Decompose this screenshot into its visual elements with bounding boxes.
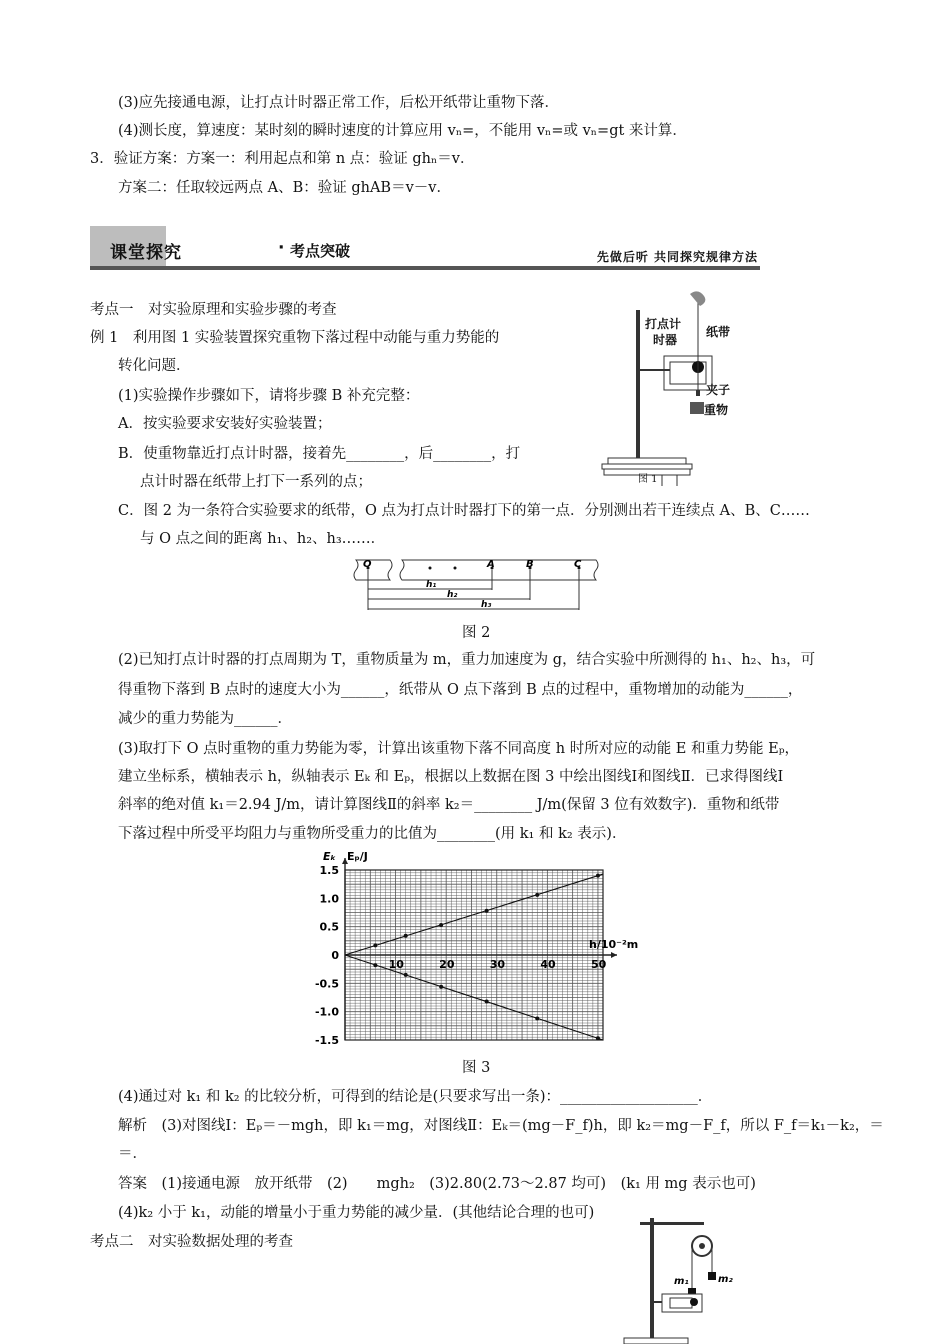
y-tick-label: -1.5 bbox=[314, 1034, 339, 1047]
data-point bbox=[439, 985, 443, 989]
x-axis-arrow bbox=[611, 952, 617, 958]
section-title: 考点一 对实验原理和实验步骤的考查 bbox=[90, 302, 337, 318]
text-line: 转化问题． bbox=[118, 358, 191, 374]
label-m2: m₂ bbox=[718, 1274, 733, 1285]
data-point bbox=[404, 934, 408, 938]
chart-ylabel-ek: Eₖ bbox=[323, 850, 336, 863]
data-point bbox=[535, 893, 539, 897]
data-point bbox=[485, 999, 489, 1003]
banner-subtitle: 考点突破 bbox=[290, 242, 351, 260]
data-point bbox=[596, 1036, 600, 1040]
y-tick-label: 0 bbox=[331, 949, 339, 962]
data-point bbox=[535, 1016, 539, 1020]
text-line: 例 1 利用图 1 实验装置探究重物下落过程中动能与重力势能的 bbox=[90, 330, 500, 346]
x-tick-label: 50 bbox=[590, 958, 607, 971]
label-timer: 打点计 bbox=[645, 317, 682, 331]
text-line: (3)取打下 O 点时重物的重力势能为零，计算出该重物下落不同高度 h 时所对应的动能 E 和重力势能 Eₚ， bbox=[118, 741, 799, 757]
data-point bbox=[404, 973, 408, 977]
x-tick-label: 40 bbox=[540, 958, 556, 971]
tape-point-O: O bbox=[363, 559, 372, 570]
text-line: (2)已知打点计时器的打点周期为 T，重物质量为 m，重力加速度为 g，结合实验中所测得的 h₁、h₂、h₃，可 bbox=[118, 652, 816, 668]
x-tick-label: 30 bbox=[489, 958, 506, 971]
x-tick-label: 20 bbox=[439, 958, 455, 971]
banner-rule bbox=[90, 266, 760, 270]
chart-ylabel-ep: Eₚ/J bbox=[347, 850, 368, 863]
figure-4-apparatus bbox=[610, 1210, 733, 1344]
answer-line: 答案 (1)接通电源 放开纸带 (2) mgh₂ (3)2.80(2.73～2.87 均可) (k₁ 用 mg 表示也可) bbox=[118, 1176, 756, 1192]
series-line-1 bbox=[345, 874, 603, 955]
y-tick-label: 1.0 bbox=[319, 892, 339, 906]
data-point bbox=[373, 943, 377, 947]
data-point bbox=[596, 874, 600, 878]
data-point bbox=[439, 923, 443, 927]
text-line: 与 O 点之间的距离 h₁、h₂、h₃……． bbox=[140, 531, 386, 547]
tape-h1: h₁ bbox=[426, 580, 437, 590]
banner-dot: · bbox=[278, 238, 286, 258]
text-line: (3)应先接通电源，让打点计时器正常工作，后松开纸带让重物下落． bbox=[118, 95, 560, 111]
figure-2-caption: 图 2 bbox=[462, 625, 491, 641]
chart-axes bbox=[342, 858, 617, 1040]
banner-title: 课堂探究 bbox=[110, 243, 182, 263]
answer-line: (4)k₂ 小于 k₁，动能的增量小于重力势能的减少量．(其他结论合理的也可) bbox=[118, 1205, 595, 1221]
text-line: (4)通过对 k₁ 和 k₂ 的比较分析，可得到的结论是(只要求写出一条)：___________________． bbox=[118, 1089, 713, 1105]
y-tick-label: 0.5 bbox=[319, 920, 339, 934]
text-line: 下落过程中所受平均阻力与重物所受重力的比值为________(用 k₁ 和 k₂ 表示)． bbox=[118, 826, 627, 842]
label-weight: 重物 bbox=[704, 403, 729, 417]
analysis-line: 解析 (3)对图线Ⅰ：Eₚ＝－mgh，即 k₁＝mg，对图线Ⅱ：Eₖ＝(mg－F_f)h，即 k₂＝mg－F_f，所以 F_f＝k₁－k₂，＝ bbox=[118, 1118, 884, 1134]
text-line: 斜率的绝对值 k₁＝2.94 J/m，请计算图线Ⅱ的斜率 k₂＝________ J/m(保留 3 位有效数字)．重物和纸带 bbox=[118, 797, 780, 813]
tape-h2: h₂ bbox=[447, 590, 458, 600]
figure-1-caption: 图 1 bbox=[638, 474, 658, 485]
tape-point-B: B bbox=[526, 559, 534, 570]
text-line: B．使重物靠近打点计时器，接着先________，后________，打 bbox=[118, 446, 521, 462]
label-tape: 纸带 bbox=[706, 325, 731, 339]
section-title: 考点二 对实验数据处理的考查 bbox=[90, 1234, 293, 1250]
label-clip: 夹子 bbox=[706, 383, 731, 397]
data-point bbox=[485, 909, 489, 913]
analysis-line: ＝． bbox=[118, 1146, 147, 1162]
y-tick-label: -1.0 bbox=[314, 1005, 339, 1019]
text-line: A．按实验要求安装好实验装置； bbox=[118, 416, 332, 432]
data-point bbox=[373, 963, 377, 967]
label-timer-2: 时器 bbox=[653, 333, 678, 347]
figure-3-chart bbox=[305, 848, 645, 1048]
text-line: 得重物下落到 B 点时的速度大小为______，纸带从 O 点下落到 B 点的过程中，重物增加的动能为______， bbox=[118, 682, 803, 698]
figure-2-tape bbox=[350, 556, 602, 612]
banner-right-text: 先做后听 共同探究规律方法 bbox=[596, 250, 758, 264]
text-line: C．图 2 为一条符合实验要求的纸带，O 点为打点计时器打下的第一点．分别测出若干连续点 A、B、C…… bbox=[118, 503, 810, 519]
label-m1: m₁ bbox=[674, 1276, 689, 1287]
figure-3-caption: 图 3 bbox=[462, 1060, 491, 1076]
text-line: (4)测长度，算速度：某时刻的瞬时速度的计算应用 vₙ=，不能用 vₙ=或 vₙ=gt 来计算． bbox=[118, 123, 687, 139]
section-banner bbox=[90, 226, 760, 272]
tape-point-C: C bbox=[574, 559, 582, 570]
text-line: 建立坐标系，横轴表示 h，纵轴表示 Eₖ 和 Eₚ，根据以上数据在图 3 中绘出图线Ⅰ和图线Ⅱ．已求得图线Ⅰ bbox=[118, 769, 784, 785]
tape-point-A: A bbox=[487, 559, 495, 570]
y-tick-label: 1.5 bbox=[319, 864, 339, 877]
text-line: 点计时器在纸带上打下一系列的点； bbox=[140, 474, 372, 490]
text-line: 3．验证方案：方案一：利用起点和第 n 点：验证 ghₙ＝v． bbox=[90, 151, 475, 167]
chart-xlabel: h/10⁻²m bbox=[589, 938, 639, 951]
text-line: 方案二：任取较远两点 A、B：验证 ghAB＝v－v． bbox=[118, 180, 451, 196]
y-tick-label: -0.5 bbox=[314, 977, 339, 991]
text-line: 减少的重力势能为______． bbox=[118, 711, 292, 727]
x-tick-label: 10 bbox=[388, 958, 404, 971]
tape-h3: h₃ bbox=[481, 600, 492, 610]
text-line: (1)实验操作步骤如下，请将步骤 B 补充完整： bbox=[118, 388, 420, 404]
